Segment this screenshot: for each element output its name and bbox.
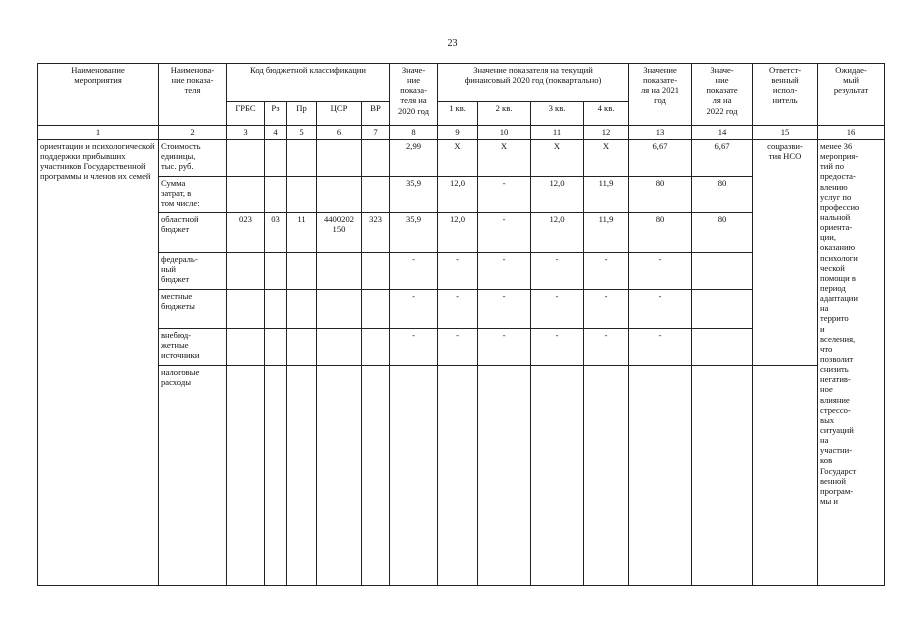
value-2020-cell: - <box>390 290 438 329</box>
header-value-2022: Значе- ние показате ля на 2022 год <box>692 64 753 126</box>
indicator-cell: областной бюджет <box>159 213 227 253</box>
header-value-2021: Значение показате- ля на 2021 год <box>629 64 692 126</box>
column-number: 3 <box>227 126 265 140</box>
value-2020-cell: 35,9 <box>390 177 438 213</box>
value-2022-cell: 80 <box>692 213 753 253</box>
table-row <box>38 140 885 177</box>
pr-cell <box>287 140 317 177</box>
header-responsible: Ответст- венный испол- нитель <box>753 64 818 126</box>
header-q1: 1 кв. <box>438 102 478 126</box>
q1-cell: 12,0 <box>438 213 478 253</box>
header-value-2020: Значе- ние показа- теля на 2020 год <box>390 64 438 126</box>
pr-cell <box>287 290 317 329</box>
csr-cell <box>317 329 362 366</box>
value-2021-cell: 80 <box>629 177 692 213</box>
csr-cell <box>317 366 362 586</box>
csr-cell <box>317 253 362 290</box>
value-2021-cell: - <box>629 253 692 290</box>
budget-table <box>37 63 885 586</box>
grbs-cell: 023 <box>227 213 265 253</box>
q4-cell <box>584 366 629 586</box>
q2-cell: - <box>478 329 531 366</box>
grbs-cell <box>227 253 265 290</box>
column-number: 11 <box>531 126 584 140</box>
value-2022-cell <box>692 329 753 366</box>
q2-cell <box>478 366 531 586</box>
value-2020-cell: - <box>390 329 438 366</box>
header-quarterly: Значение показателя на текущий финансовый 2020 год (поквартально) <box>438 64 629 102</box>
grbs-cell <box>227 140 265 177</box>
value-2020-cell <box>390 366 438 586</box>
header-q4: 4 кв. <box>584 102 629 126</box>
column-number: 15 <box>753 126 818 140</box>
column-number: 16 <box>818 126 885 140</box>
q4-cell: - <box>584 253 629 290</box>
column-number: 2 <box>159 126 227 140</box>
rz-cell <box>265 366 287 586</box>
header-q2: 2 кв. <box>478 102 531 126</box>
q4-cell: 11,9 <box>584 213 629 253</box>
grbs-cell <box>227 329 265 366</box>
column-number: 5 <box>287 126 317 140</box>
q3-cell: - <box>531 290 584 329</box>
vr-cell <box>362 290 390 329</box>
header-csr: ЦСР <box>317 102 362 126</box>
q3-cell: - <box>531 253 584 290</box>
pr-cell <box>287 177 317 213</box>
value-2020-cell: 35,9 <box>390 213 438 253</box>
q3-cell: 12,0 <box>531 177 584 213</box>
indicator-cell: Стоимость единицы, тыс. руб. <box>159 140 227 177</box>
q3-cell: X <box>531 140 584 177</box>
rz-cell <box>265 290 287 329</box>
header-budget-classification: Код бюджетной классификации <box>227 64 390 102</box>
column-number: 1 <box>38 126 159 140</box>
rz-cell: 03 <box>265 213 287 253</box>
indicator-cell: налоговые расходы <box>159 366 227 586</box>
value-2022-cell: 80 <box>692 177 753 213</box>
header-activity-name: Наименование мероприятия <box>38 64 159 126</box>
indicator-cell: внебюд- жетные источники <box>159 329 227 366</box>
q2-cell: X <box>478 140 531 177</box>
vr-cell <box>362 329 390 366</box>
pr-cell <box>287 329 317 366</box>
q2-cell: - <box>478 253 531 290</box>
indicator-cell: Сумма затрат, в том числе: <box>159 177 227 213</box>
column-number: 7 <box>362 126 390 140</box>
value-2021-cell: 80 <box>629 213 692 253</box>
value-2020-cell: - <box>390 253 438 290</box>
value-2022-cell <box>692 366 753 586</box>
q1-cell: X <box>438 140 478 177</box>
column-number: 13 <box>629 126 692 140</box>
responsible-cell: соцразви- тия НСО <box>753 140 818 366</box>
indicator-cell: федераль- ный бюджет <box>159 253 227 290</box>
indicator-cell: местные бюджеты <box>159 290 227 329</box>
q3-cell: - <box>531 329 584 366</box>
rz-cell <box>265 177 287 213</box>
q1-cell: - <box>438 290 478 329</box>
value-2022-cell: 6,67 <box>692 140 753 177</box>
q4-cell: 11,9 <box>584 177 629 213</box>
header-grbs: ГРБС <box>227 102 265 126</box>
q1-cell: 12,0 <box>438 177 478 213</box>
vr-cell <box>362 140 390 177</box>
q3-cell <box>531 366 584 586</box>
value-2021-cell: - <box>629 329 692 366</box>
column-number: 9 <box>438 126 478 140</box>
activity-name-cell: ориентации и психологической поддержки прибывших участников Государственной программы и членов их семей <box>38 140 159 586</box>
column-number: 10 <box>478 126 531 140</box>
column-number: 14 <box>692 126 753 140</box>
responsible-cell-empty <box>753 366 818 586</box>
q4-cell: - <box>584 290 629 329</box>
header-row <box>38 64 885 102</box>
pr-cell <box>287 253 317 290</box>
value-2020-cell: 2,99 <box>390 140 438 177</box>
vr-cell <box>362 177 390 213</box>
header-expected-result: Ожидае- мый результат <box>818 64 885 126</box>
header-indicator-name: Наименова- ние показа- теля <box>159 64 227 126</box>
q2-cell: - <box>478 290 531 329</box>
value-2022-cell <box>692 290 753 329</box>
header-vr: ВР <box>362 102 390 126</box>
vr-cell: 323 <box>362 213 390 253</box>
q2-cell: - <box>478 213 531 253</box>
vr-cell <box>362 366 390 586</box>
column-number: 8 <box>390 126 438 140</box>
expected-result-cell: менее 36 мероприя- тий по предоста- влению услуг по профессио нальной ориента- ции, оказанию психологи ческой помощи в период адаптации на террито и вселения, что позволит снизить негатив- ное влияние стрессо- вых ситуаций на участни- ков Государст венной програм- мы и <box>818 140 885 586</box>
column-numbers-row <box>38 126 885 140</box>
value-2021-cell: 6,67 <box>629 140 692 177</box>
table-row <box>38 366 885 586</box>
rz-cell <box>265 329 287 366</box>
csr-cell <box>317 290 362 329</box>
grbs-cell <box>227 366 265 586</box>
vr-cell <box>362 253 390 290</box>
csr-cell: 4400202 150 <box>317 213 362 253</box>
csr-cell <box>317 140 362 177</box>
column-number: 4 <box>265 126 287 140</box>
q1-cell: - <box>438 329 478 366</box>
header-pr: Пр <box>287 102 317 126</box>
value-2021-cell <box>629 366 692 586</box>
page-number: 23 <box>447 38 458 49</box>
pr-cell <box>287 366 317 586</box>
grbs-cell <box>227 177 265 213</box>
grbs-cell <box>227 290 265 329</box>
header-rz: Рз <box>265 102 287 126</box>
rz-cell <box>265 140 287 177</box>
q3-cell: 12,0 <box>531 213 584 253</box>
value-2022-cell <box>692 253 753 290</box>
q4-cell: - <box>584 329 629 366</box>
csr-cell <box>317 177 362 213</box>
header-q3: 3 кв. <box>531 102 584 126</box>
q4-cell: X <box>584 140 629 177</box>
q2-cell: - <box>478 177 531 213</box>
pr-cell: 11 <box>287 213 317 253</box>
q1-cell: - <box>438 253 478 290</box>
value-2021-cell: - <box>629 290 692 329</box>
rz-cell <box>265 253 287 290</box>
q1-cell <box>438 366 478 586</box>
column-number: 6 <box>317 126 362 140</box>
column-number: 12 <box>584 126 629 140</box>
